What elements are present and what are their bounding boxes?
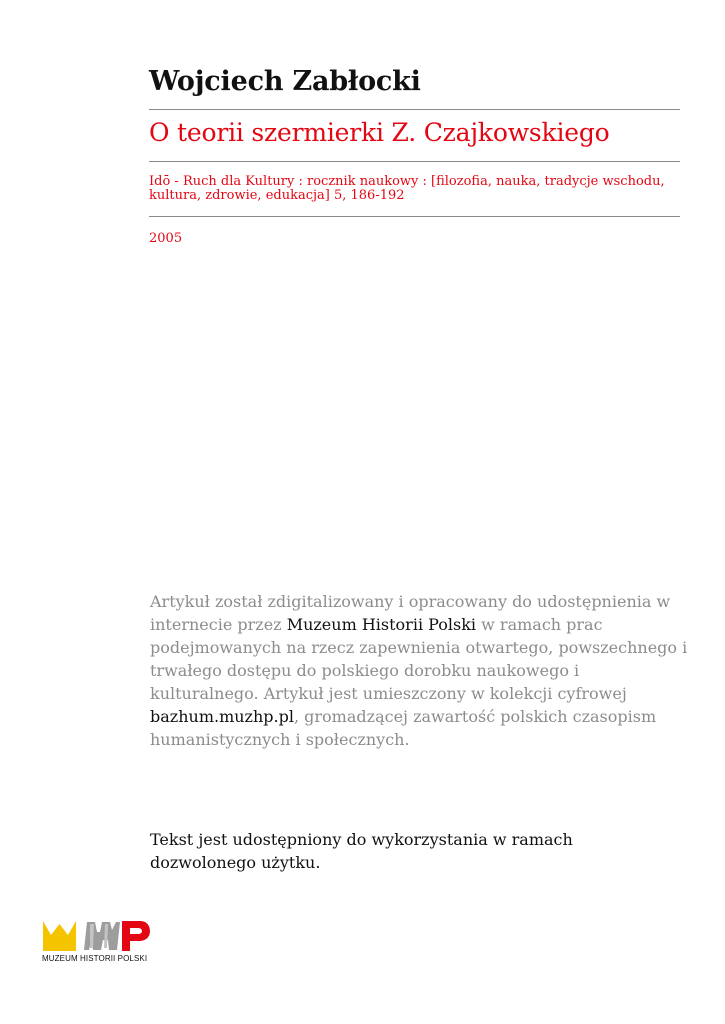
logo-p-shape [122,921,150,951]
collection-link[interactable]: bazhum.muzhp.pl [150,707,294,726]
notice-text-3: , gromadzącej zawartość polskich czasopism humanistycznych i społecznych. [150,707,657,749]
museum-name: Muzeum Historii Polski [286,615,477,634]
divider-middle [149,161,680,162]
logo-h-shape [84,922,120,950]
license-notice: Tekst jest udostępniony do wykorzystania w ramach dozwolonego użytku. [150,830,573,872]
museum-logo-mark-icon [42,918,162,954]
divider-top [149,109,680,110]
digitization-notice [150,590,690,751]
publication-year: 2005 [149,231,183,246]
notice-text-2: w ramach prac podejmowanych na rzecz zapewnienia otwartego, powszechnego i trwałego dostępu do polskiego dorobku naukowego i kulturalnego. Artykuł jest umieszczony w kolekcji cyfrowej [150,615,688,703]
notice-text-1: Artykuł został zdigitalizowany i opracowany do udostępnienia w internecie przez [150,592,671,634]
article-title: O teorii szermierki Z. Czajkowskiego [149,118,610,147]
divider-bottom [149,216,680,217]
source-citation: Idō - Ruch dla Kultury : rocznik naukowy : [filozofia, nauka, tradycje wschodu, kultura, zdrowie, edukacja] 5, 186-192 [149,174,665,203]
logo-m-shape [43,921,76,951]
author-name: Wojciech Zabłocki [149,66,421,97]
logo-caption: MUZEUM HISTORII POLSKI [42,954,148,963]
museum-logo [42,918,162,966]
